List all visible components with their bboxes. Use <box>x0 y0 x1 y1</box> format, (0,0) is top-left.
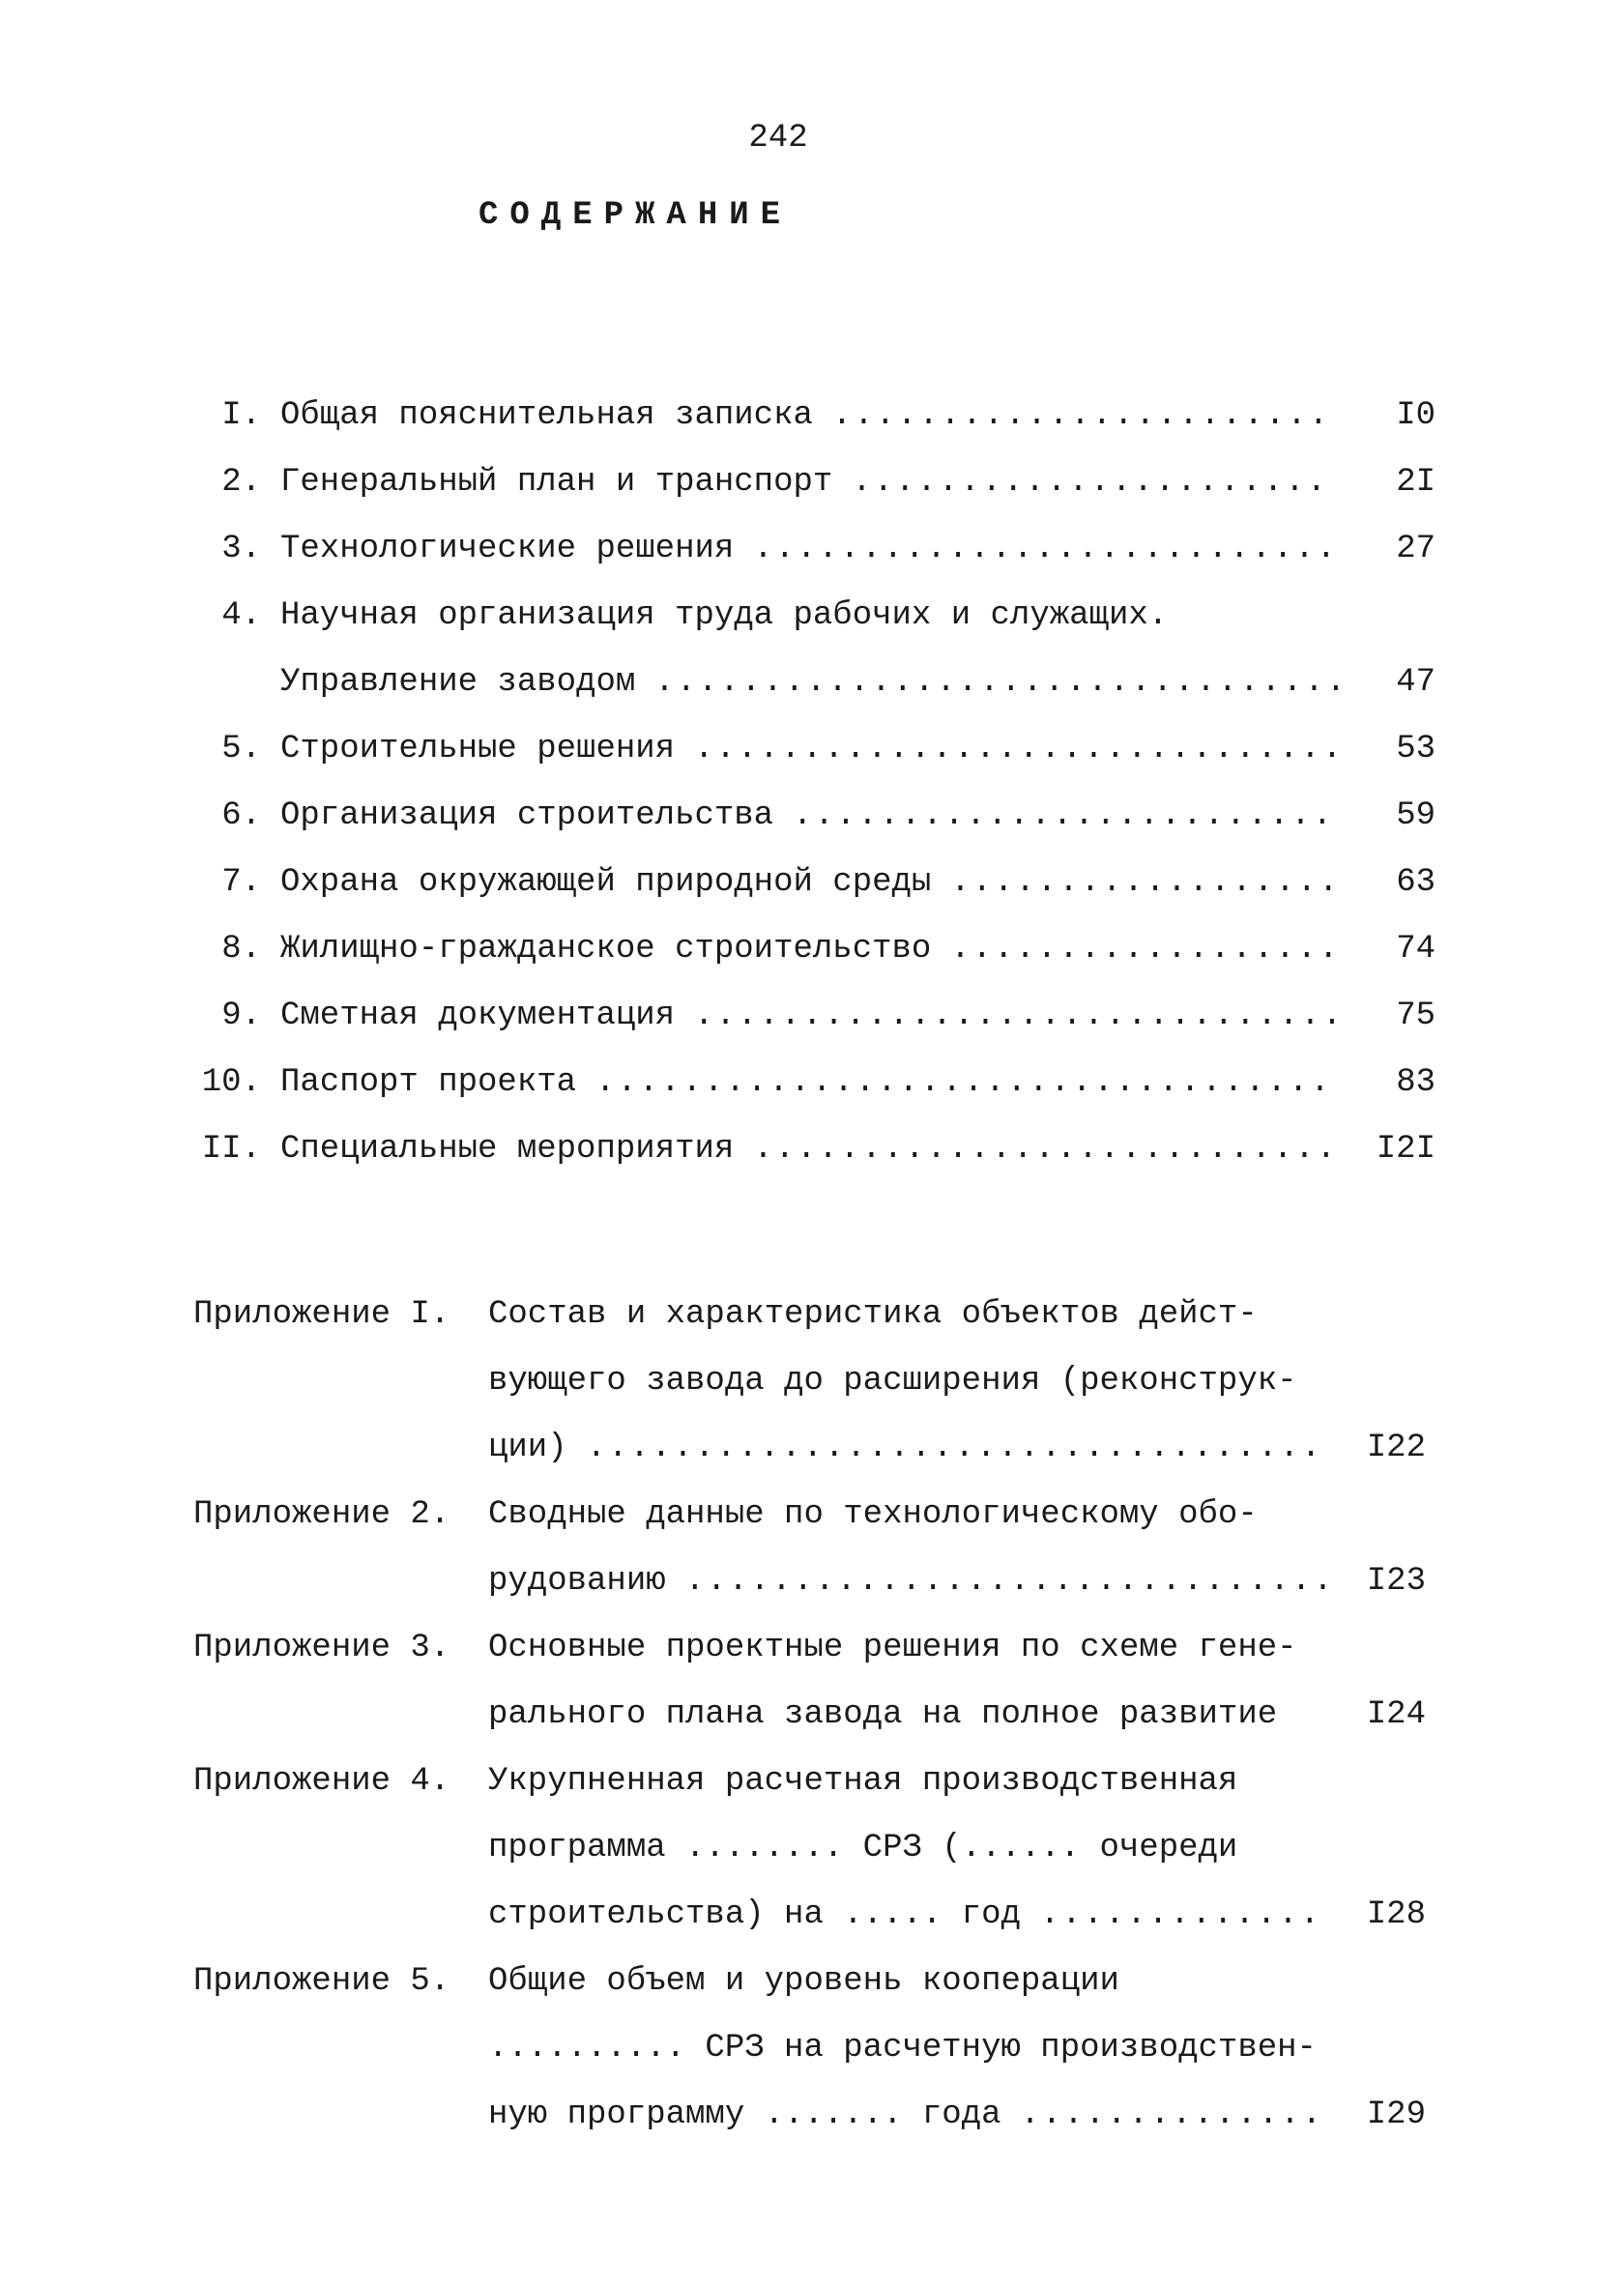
dot-leader: ............. <box>1039 1896 1322 1933</box>
toc-item-page: I2I <box>1376 1131 1436 1168</box>
toc-item-number: 4. <box>221 597 261 634</box>
appendix-title: .......... СРЗ на расчетную производствен- <box>488 2030 1317 2067</box>
appendix-item <box>0 1495 1624 1534</box>
appendix-item <box>0 2096 1624 2134</box>
appendix-item <box>0 1429 1624 1467</box>
toc-item-number: 10. <box>201 1064 261 1101</box>
toc-item-page: I0 <box>1396 397 1436 434</box>
toc-item-number: 2. <box>221 464 261 501</box>
toc-item <box>0 1130 1624 1169</box>
toc-item-page: 75 <box>1396 998 1436 1034</box>
toc-item-number: 5. <box>221 731 261 767</box>
toc-item-title: Паспорт проекта <box>280 1064 577 1101</box>
appendix-item <box>0 1829 1624 1867</box>
toc-item-title: Общая пояснительная записка <box>280 397 813 434</box>
dot-leader: .............................. <box>694 998 1345 1034</box>
toc-item-page: 59 <box>1396 797 1436 834</box>
toc-item-number: II. <box>201 1131 261 1168</box>
toc-item <box>0 863 1624 902</box>
toc-item-page: 74 <box>1396 931 1436 968</box>
toc-item <box>0 530 1624 568</box>
toc-item <box>0 997 1624 1035</box>
dot-leader: .................................. <box>595 1064 1332 1101</box>
appendix-title: рального плана завода на полное развитие <box>488 1696 1278 1733</box>
dot-leader: ...................... <box>852 464 1329 501</box>
appendix-label: Приложение 2. <box>193 1496 450 1533</box>
dot-leader: ......................... <box>793 797 1335 834</box>
toc-item <box>0 730 1624 768</box>
dot-leader: ........................... <box>753 531 1339 567</box>
appendix-item <box>0 1562 1624 1601</box>
toc-item-number: I. <box>221 397 261 434</box>
toc-item-title: Охрана окружающей природной среды <box>280 864 932 901</box>
toc-item-title: Организация строительства <box>280 797 774 834</box>
appendix-page: I29 <box>1366 2097 1426 2133</box>
page-title: СОДЕРЖАНИЕ <box>478 197 793 234</box>
dot-leader: .............................. <box>684 1563 1335 1600</box>
appendix-title: Укрупненная расчетная производственная <box>488 1763 1238 1800</box>
toc-item-title: Специальные мероприятия <box>280 1131 735 1168</box>
dot-leader: .................................. <box>586 1430 1323 1466</box>
appendix-title: Состав и характеристика объектов дейст- <box>488 1296 1258 1333</box>
toc-item-number: 3. <box>221 531 261 567</box>
dot-leader: .............. <box>1020 2097 1324 2133</box>
appendix-page: I23 <box>1366 1563 1426 1600</box>
dot-leader: .................. <box>950 931 1341 968</box>
appendix-item <box>0 1362 1624 1401</box>
toc-item-number: 8. <box>221 931 261 968</box>
appendix-title: вующего завода до расширения (реконструк- <box>488 1363 1297 1400</box>
page-number: 242 <box>748 120 808 157</box>
toc-item-page: 2I <box>1396 464 1436 501</box>
toc-item-title: Научная организация труда рабочих и служащих. <box>280 597 1169 634</box>
toc-item-title: Генеральный план и транспорт <box>280 464 833 501</box>
appendix-title: программа ........ СРЗ (...... очереди <box>488 1830 1238 1866</box>
appendix-item <box>0 1695 1624 1734</box>
dot-leader: ........................... <box>753 1131 1339 1168</box>
toc-item-page: 27 <box>1396 531 1436 567</box>
appendix-page: I24 <box>1366 1696 1426 1733</box>
appendix-item <box>0 2029 1624 2068</box>
toc-item <box>0 463 1624 502</box>
toc-item-title: Управление заводом <box>280 664 636 701</box>
appendix-title: Общие объем и уровень кооперации <box>488 1963 1119 2000</box>
appendix-label: Приложение 3. <box>193 1630 450 1666</box>
toc-item <box>0 663 1624 702</box>
dot-leader: .................. <box>950 864 1341 901</box>
dot-leader: .............................. <box>694 731 1345 767</box>
toc-item-page: 53 <box>1396 731 1436 767</box>
appendix-label: Приложение I. <box>193 1296 450 1333</box>
toc-item <box>0 1063 1624 1102</box>
appendix-page: I22 <box>1366 1430 1426 1466</box>
toc-item <box>0 596 1624 635</box>
appendix-title: Сводные данные по технологическому обо- <box>488 1496 1258 1533</box>
toc-item <box>0 796 1624 835</box>
appendix-item <box>0 1762 1624 1801</box>
appendix-title: ции) <box>488 1430 567 1466</box>
appendix-title: рудованию <box>488 1563 666 1600</box>
appendix-page: I28 <box>1366 1896 1426 1933</box>
appendix-title: ную программу ....... года <box>488 2097 1001 2133</box>
appendix-item <box>0 1629 1624 1667</box>
appendix-title: Основные проектные решения по схеме гене- <box>488 1630 1297 1666</box>
toc-item-title: Жилищно-гражданское строительство <box>280 931 932 968</box>
toc-item-number: 7. <box>221 864 261 901</box>
appendix-label: Приложение 4. <box>193 1763 450 1800</box>
dot-leader: ................................ <box>654 664 1348 701</box>
appendix-item <box>0 1962 1624 2001</box>
toc-item-page: 47 <box>1396 664 1436 701</box>
appendix-item <box>0 1895 1624 1934</box>
toc-item-title: Строительные решения <box>280 731 676 767</box>
toc-item <box>0 396 1624 435</box>
toc-item-page: 83 <box>1396 1064 1436 1101</box>
dot-leader: ....................... <box>831 397 1331 434</box>
appendix-item <box>0 1295 1624 1334</box>
toc-item-title: Технологические решения <box>280 531 735 567</box>
appendix-title: строительства) на ..... год <box>488 1896 1021 1933</box>
toc-item-page: 63 <box>1396 864 1436 901</box>
toc-item <box>0 930 1624 969</box>
toc-item-number: 9. <box>221 998 261 1034</box>
appendix-label: Приложение 5. <box>193 1963 450 2000</box>
toc-item-title: Сметная документация <box>280 998 676 1034</box>
toc-item-number: 6. <box>221 797 261 834</box>
